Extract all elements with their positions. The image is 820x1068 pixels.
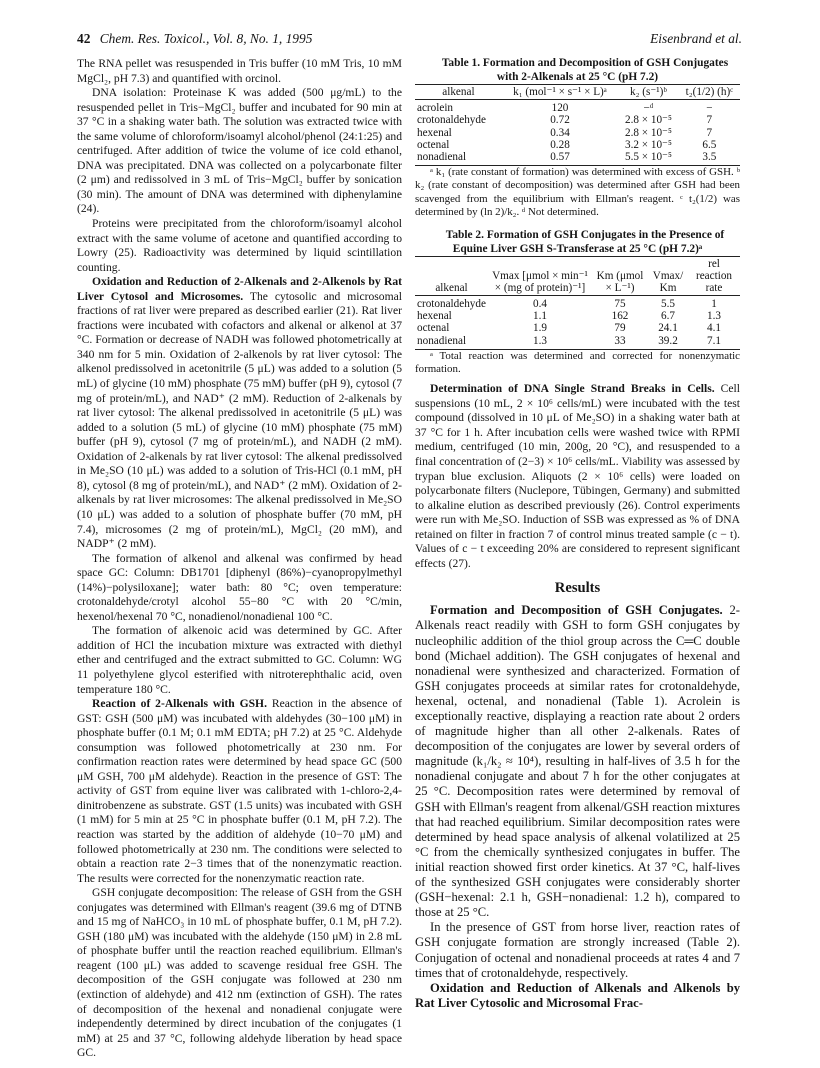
run-in-heading-oxidation-results: Oxidation and Reduction of Alkenals and Alkenols by Rat Liver Cytosolic and Microsomal Frac- xyxy=(415,980,740,1010)
table-2 xyxy=(415,229,740,376)
table-cell: crotonaldehyde xyxy=(417,298,486,311)
table-2-header: Vmax [μmol × min⁻¹ × (mg of protein)⁻¹] xyxy=(488,257,592,296)
table-cell: 5.5 xyxy=(661,298,675,311)
table-cell: nonadienal xyxy=(415,151,502,166)
table-cell: 75 xyxy=(614,298,626,311)
table-row xyxy=(415,335,740,350)
paragraph-rna-pellet: The RNA pellet was resuspended in Tris buffer (10 mM Tris, 10 mM MgCl₂, pH 7.3) and quantified with orcinol. xyxy=(77,57,402,85)
table-cell: 0.4 xyxy=(533,298,547,311)
table-2-header: Vmax/ Km xyxy=(648,257,688,296)
table-cell: 7.1 xyxy=(688,335,740,350)
paragraph-results-oxidation xyxy=(415,981,740,1011)
table-1-header: k₂ (s⁻¹)ᵇ xyxy=(618,85,679,100)
table-cell: 7 xyxy=(706,114,713,127)
paragraph-dna-isolation: DNA isolation: Proteinase K was added (500 μg/mL) to the resuspended pellet in Tris−MgCl₂ buffer and incubated for 90 min at 37 °C in a shaking water bath. The solution was extracted twice with the same volume of chloroform/isoamyl alcohol/phenol (24:1:25) and centrifuged. After addition of twice the volume of ice cold ethanol, DNA was precipitated. DNA was collected on a polycarbonate filter (2 μm) and redissolved in 3 mL of Tris−MgCl₂ buffer by sonication (30 min). The amount of DNA was determined with diphenylamine (24). xyxy=(77,86,402,216)
table-row xyxy=(415,127,740,139)
run-in-heading-formation: Formation and Decomposition of GSH Conjugates. xyxy=(430,603,723,618)
table-1-header: t₂(1/2) (h)ᶜ xyxy=(679,85,740,100)
table-cell: 5.5 × 10⁻⁵ xyxy=(618,151,679,166)
table-1-grid xyxy=(415,84,740,166)
table-cell: 2.8 × 10⁻⁵ xyxy=(624,126,672,139)
paragraph-proteins: Proteins were precipitated from the chloroform/isoamyl alcohol extract with the same volume of acetone and quantified according to Lowry (25). Radioactivity was determined by liquid scintillation counting. xyxy=(77,217,402,274)
table-row xyxy=(415,322,740,334)
table-cell: 0.34 xyxy=(550,126,570,139)
page-number: 42 xyxy=(77,31,91,46)
table-2-header: rel reaction rate xyxy=(688,257,740,296)
paragraph-reaction-gsh xyxy=(77,697,402,886)
table-row xyxy=(415,114,740,126)
table-1-footnote: ᵃ k₁ (rate constant of formation) was determined with excess of GSH. ᵇ k₂ (rate constant of decomposition) was determined after GSH had been scavenged from the equilibrium with Ellman's reagent. ᶜ t₂(1/2) was determined by (ln 2)/k₂. ᵈ Not determined. xyxy=(415,166,740,218)
journal-citation: Chem. Res. Toxicol., Vol. 8, No. 1, 1995 xyxy=(99,31,313,46)
table-cell: − xyxy=(706,102,713,115)
table-cell: acrolein xyxy=(417,102,454,115)
table-row xyxy=(415,296,740,311)
table-cell: 1.3 xyxy=(707,310,721,323)
paragraph-results-formation xyxy=(415,603,740,920)
table-cell: 162 xyxy=(611,310,629,323)
table-cell: 3.2 × 10⁻⁵ xyxy=(624,138,672,151)
table-cell: −ᵈ xyxy=(643,102,654,115)
left-column xyxy=(77,57,402,1061)
table-cell: 79 xyxy=(614,322,626,335)
table-cell: 3.5 xyxy=(679,151,740,166)
table-1-caption: Table 1. Formation and Decomposition of GSH Conjugates with 2-Alkenals at 25 °C (pH 7.2) xyxy=(441,57,729,83)
table-1-header: k₁ (mol⁻¹ × s⁻¹ × L)ᵃ xyxy=(502,85,618,100)
table-cell: 0.57 xyxy=(502,151,618,166)
run-in-heading-ssb: Determination of DNA Single Strand Breaks in Cells. xyxy=(430,382,715,396)
table-1-header: alkenal xyxy=(415,85,502,100)
table-cell: octenal xyxy=(417,322,450,335)
table-cell: 0.72 xyxy=(550,114,570,127)
table-cell: 6.7 xyxy=(661,310,675,323)
table-2-header: alkenal xyxy=(415,257,488,296)
table-cell: octenal xyxy=(417,138,450,151)
table-row xyxy=(415,310,740,322)
table-cell: 1.3 xyxy=(488,335,592,350)
table-cell: 1 xyxy=(711,298,717,311)
paragraph-results-gst: In the presence of GST from horse liver, reaction rates of GSH conjugate formation are strongly increased (Table 2). Conjugation of octenal and nonadienal proceeds at rates 4 and 7 times that of crotonaldehyde, respectively. xyxy=(415,920,740,980)
table-cell: 4.1 xyxy=(707,322,721,335)
table-cell: 33 xyxy=(592,335,648,350)
table-cell: crotonaldehyde xyxy=(417,114,486,127)
table-2-caption: Table 2. Formation of GSH Conjugates in the Presence of Equine Liver GSH S-Transferase at 25 °C (pH 7.2)ᵃ xyxy=(445,229,725,255)
paragraph-head-space-gc: The formation of alkenol and alkenal was confirmed by head space GC: Column: DB1701 [diphenyl (86%)−cyanopropylmethyl (14%)−polysiloxane]; water bath: 80 °C; oven temperature: crotonaldehyde/crotyl alcohol 55−80 °C with 20 °C/min, hexenol/hexenal 70 °C, nonadienol/nonadienal 100 °C. xyxy=(77,551,402,623)
header-authors: Eisenbrand et al. xyxy=(650,31,742,46)
section-heading-results: Results xyxy=(554,580,601,597)
table-cell: hexenal xyxy=(417,126,452,139)
run-in-heading-oxidation: Oxidation and Reduction of 2-Alkenals and 2-Alkenols by Rat Liver Cytosol and Microsomes. xyxy=(77,275,402,303)
body-reaction-gsh: Reaction in the absence of GST: GSH (500 μM) was incubated with aldehydes (30−100 μM) in phosphate buffer (0.1 M; 0.1 mM EDTA; pH 7.2) at 25 °C. Aldehyde consumption was followed photometrically at 230 nm. For confirmation reaction rates were determined by head space GC (500 μM GSH, 700 μM aldehyde). Reaction in the presence of GST: The activity of GST from equine liver was calibrated with 1-chloro-2,4-dinitrobenzene as substrate. GST (1.5 units) was incubated with GSH (1 mM) for 5 min at 25 °C in phosphate buffer (0.1 M, pH 7.2). The reaction was started by the addition of aldehyde (10−70 μM) and followed photometrically at 230 nm. The conditions were selected to obtain a reaction rate 2−3 times that of the nonenzymatic reaction. The results were corrected for the nonenzymatic reaction rate. xyxy=(77,697,402,885)
body-oxidation: The cytosolic and microsomal fractions of rat liver were prepared as described earlier (21). Rat liver fractions were incubated with cofactors and alkenal or alkenol at 37 °C. Formation or decrease of NADH was followed photometrically at 340 nm for 5 min. Oxidation of 2-alkenols by rat liver cytosol: The alkenol predissolved in acetonitrile (5 μL) was added to a solution (5 mL) of glycine (10 mM) phosphate (75 mM) buffer (pH 9), cytosol (7 mg of protein/mL), and NAD⁺ (2 mM). Reduction of 2-alkenals by rat liver cytosol: The alkenal predissolved in acetonitrile (5 μL) was added to a solution (5 mL) of glycine (10 mM) phosphate (75 mM) buffer (pH 9), cytosol (7 mg of protein/mL), and NADH (2 mM). Oxidation of 2-alkenals by rat liver cytosol: The alkenal predissolved in Me₂SO (10 μL) was added to a solution of Tris-HCl (0.1 mM, pH 8), cytosol (8 mg of protein/mL), and NAD⁺ (2 mM). Oxidation of 2-alkenals by rat liver microsomes: The alkenal predissolved in Me₂SO (10 μL) was added to a solution of phosphate buffer (70 mM, pH 7.4), microsomes (2 mg of protein/mL), MgCl₂ (20 mM), and NADP⁺ (2 mM). xyxy=(77,289,402,551)
table-2-footnote: ᵃ Total reaction was determined and corrected for nonenzymatic formation. xyxy=(415,349,740,376)
header-left xyxy=(77,30,312,48)
table-row xyxy=(415,100,740,115)
table-cell: 39.2 xyxy=(648,335,688,350)
table-cell: 1.9 xyxy=(533,322,547,335)
table-cell: 120 xyxy=(551,102,569,115)
table-cell: 0.28 xyxy=(550,138,570,151)
table-cell: hexenal xyxy=(417,310,452,323)
body-formation: 2-Alkenals react readily with GSH to form GSH conjugates by nucleophilic addition of the thiol group across the C═C double bond (Michael addition). The GSH conjugates of hexenal and nonadienal were synthesized and characterized. Formation of GSH conjugates proceeds at similar rates for crotonaldehyde, hexenal, octenal, and nonadienal (Table 1). Acrolein is exceptionally reactive, displaying a reaction rate about 2 orders of magnitude higher than all other 2-alkenals. Rates of decomposition of the conjugates are lower by several orders of magnitude (k₁/k₂ ≈ 10⁴), resulting in half-lives of 3.5 h for the nonadienal conjugate and about 7 h for the other conjugates at 25 °C. Decomposition rates were determined by removal of GSH with Ellman's reagent from alkenal/GSH reaction mixtures that had reached equilibrium. Similar decomposition rates were determined by head space analysis of alkenal volatilized at 25 °C from the chemically synthesized conjugates in buffer. The initial reaction showed first order kinetics. At 37 °C, half-lives of the synthesized GSH conjugates were considerably shorter (GSH−hexenal: 2.1 h, GSH−nonadienal: 1.2 h), compared to those at 25 °C. xyxy=(415,603,740,920)
body-ssb: Cell suspensions (10 mL, 2 × 10⁶ cells/mL) were incubated with the test compound (dissolved in 10 μL of Me₂SO) in a shaking water bath at 37 °C for 1 h. After incubation cells were washed twice with RPMI medium, centrifuged (10 min, 200g, 20 °C), and resuspended to a final concentration of (2−3) × 10⁶ cells/mL. Viability was assessed by trypan blue exclusion. Aliquots (2 × 10⁶ cells) were loaded on polycarbonate filters (Nuclepore, Tübingen, Germany) and submitted to alkaline elution as described previously (26). Control experiments were run with Me₂SO. Induction of SSB was expressed as % of DNA retained on filter in fraction 7 of control minus treated sample (c − t). Values of c − t exceeding 20% are considered to represent significant effects (27). xyxy=(415,382,740,570)
paragraph-oxidation-reduction xyxy=(77,275,402,551)
run-in-heading-reaction-gsh: Reaction of 2-Alkenals with GSH. xyxy=(92,697,267,711)
table-2-grid xyxy=(415,256,740,350)
table-row xyxy=(415,139,740,151)
table-cell: nonadienal xyxy=(415,335,488,350)
paragraph-dna-ssb xyxy=(415,382,740,571)
table-2-header: Km (μmol × L⁻¹) xyxy=(592,257,648,296)
table-row xyxy=(415,151,740,166)
right-column xyxy=(415,57,740,1011)
table-1 xyxy=(415,57,740,219)
paragraph-conjugate-decomposition: GSH conjugate decomposition: The release of GSH from the GSH conjugates was determined with Ellman's reagent (39.6 mg of DTNB and 15 mg of NaHCO₃ in 10 mL of phosphate buffer, 0.1 M, pH 7.2). GSH (180 μM) was incubated with the aldehyde (150 μM) in 2.8 mL of phosphate buffer until the reaction reached equilibrium. Ellman's reagent (100 μL) was added to scavenge residual free GSH. The decomposition of the GSH conjugate was followed at 230 nm (extinction of aldehyde) and 412 nm (extinction of GSH). The rates of decomposition of the hexenal and nonadienal conjugate were independently determined by direct incubation of the conjugates (1 mM) at 25 and 37 °C, following aldehyde liberation by head space GC. xyxy=(77,886,402,1060)
paragraph-alkenoic-acid: The formation of alkenoic acid was determined by GC. After addition of HCl the incubation mixture was extracted with diethyl ether and centrifuged and the extract submitted to GC. Column: WG 11 polyethylene glycol esterified with nitroterephthalic acid, oven temperature 180 °C. xyxy=(77,624,402,696)
table-cell: 2.8 × 10⁻⁵ xyxy=(624,114,672,127)
table-cell: 1.1 xyxy=(533,310,547,323)
table-cell: 6.5 xyxy=(702,138,717,151)
table-cell: 7 xyxy=(706,126,713,139)
table-cell: 24.1 xyxy=(658,322,678,335)
running-header xyxy=(77,30,742,48)
